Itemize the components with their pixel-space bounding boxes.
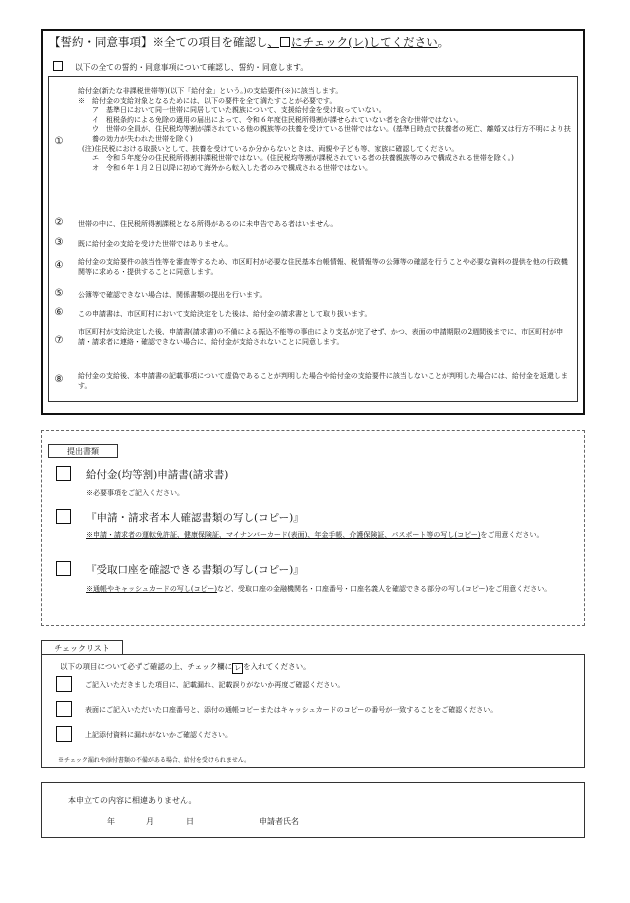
checklist-label: チェックリスト (41, 640, 123, 655)
checklist-item-2: 表面にご記入いただいた口座番号と、添付の通帳コピーまたはキャッシュカードのコピーの番号が一致することをご確認ください。 (85, 706, 498, 714)
agree-all-row[interactable]: 以下の全ての誓約・同意事項について確認し、誓約・同意します。 (53, 61, 308, 73)
pledge-item-8: ⑧ 給付金の支給後、本申請書の記載事項について虚偽であることが判明した場合や給付金の支給要件に該当しないことが判明した場合には、給付金を返還します。 (54, 372, 568, 390)
checklist-checkbox-2[interactable] (56, 701, 72, 717)
date-month-label: 月 (146, 817, 154, 826)
date-year-label: 年 (107, 817, 115, 826)
declaration-text: 本申立ての内容に相違ありません。 (68, 796, 197, 805)
document-checkbox-2[interactable] (56, 509, 71, 524)
pledge-item-7: ⑦ 市区町村が支給決定した後、申請書(請求書)の不備による振込不能等の事由により支払が完了せず、かつ、表面の申請期限の2週間後までに、市区町村が申請・請求者に連絡・確認できない場合に、給付金が支給されないことに同意します。 (54, 328, 564, 346)
checklist-intro: 以下の項目について必ずご確認の上、チェック欄に レ を入れてください。 (60, 662, 311, 672)
date-day-label: 日 (186, 817, 194, 826)
checklist-footnote: ※チェック漏れや添付書類の不備がある場合、給付を受けられません。 (58, 757, 251, 764)
checklist-checkbox-1[interactable] (56, 676, 72, 692)
document-title-1: 給付金(均等割)申請書(請求書) (86, 469, 229, 481)
document-note-1: ※必要事項をご記入ください。 (86, 489, 184, 497)
pledge-item-4: ④ 給付金の支給要件の該当性等を審査等するため、市区町村が必要な住民基本台帳情報、税情報等の公簿等の確認を行うことや必要な資料の提供を他の行政機関等に求める・提供することに同意します。 (54, 258, 568, 276)
applicant-name-label: 申請者氏名 (259, 817, 299, 826)
pledge-title: 【誓約・同意事項】※全ての項目を確認し、 にチェック(レ)してください。 (49, 35, 450, 49)
pledge-item-1: ① 給付金(新たな非課税世帯等)(以下「給付金」という。)の支給要件(※)に該当します。 ※ 給付金の支給対象となるためには、以下の要件を全て満たすことが必要です。 ア 基準日において同一世帯に同居していた親族について、支援給付金を受け取っていない。 イ 租税条約による免除の適用の届出によって、令和６年度住民税所得割が課せられていない者を含む世帯ではない。 ウ 世帯の全員が、住民税均等割が課されている他の親族等の扶養を受けている世帯ではない。(基準日時点で扶養者の死亡、離婚又は行方不明により扶養の効力が失われた世帯を除く) (注)住民税における取扱いとして、扶養を受けているか分からないときは、両親や子ども等、家族に確認してください。 エ 令和５年度分の住民税所得割非課税世帯ではない。(住民税均等割が課税されている者の扶養親族等のみで構成される世帯を除く。) オ 令和６年１月２日以降に初めて海外から転入した者のみで構成される世帯ではない。 (54, 87, 571, 172)
check-mark-icon: レ (234, 664, 242, 672)
document-note-2: ※申請・請求者の運転免許証、健康保険証、マイナンバーカード(表面)、年金手帳、介護保険証、パスポート等の写し(コピー)をご用意ください。 (86, 531, 544, 539)
checklist-item-3: 上記添付資料に漏れがないかご確認ください。 (85, 731, 232, 739)
document-checkbox-3[interactable] (56, 561, 71, 576)
checklist-checkbox-3[interactable] (56, 726, 72, 742)
checklist-item-1: ご記入いただきました項目に、記載漏れ、記載誤りがないか再度ご確認ください。 (85, 681, 345, 689)
agree-all-checkbox[interactable] (53, 61, 63, 71)
document-checkbox-1[interactable] (56, 466, 71, 481)
document-title-2: 『申請・請求者本人確認書類の写し(コピー)』 (86, 512, 304, 524)
documents-section (41, 430, 585, 626)
checkbox-glyph-icon (280, 37, 290, 47)
document-note-3: ※通帳やキャッシュカードの写し(コピー)など、受取口座の金融機関名・口座番号・口座名義人を確認できる部分の写し(コピー)をご用意ください。 (86, 585, 552, 593)
document-title-3: 『受取口座を確認できる書類の写し(コピー)』 (86, 564, 304, 576)
documents-label: 提出書類 (48, 444, 118, 458)
declaration-section (41, 782, 585, 838)
